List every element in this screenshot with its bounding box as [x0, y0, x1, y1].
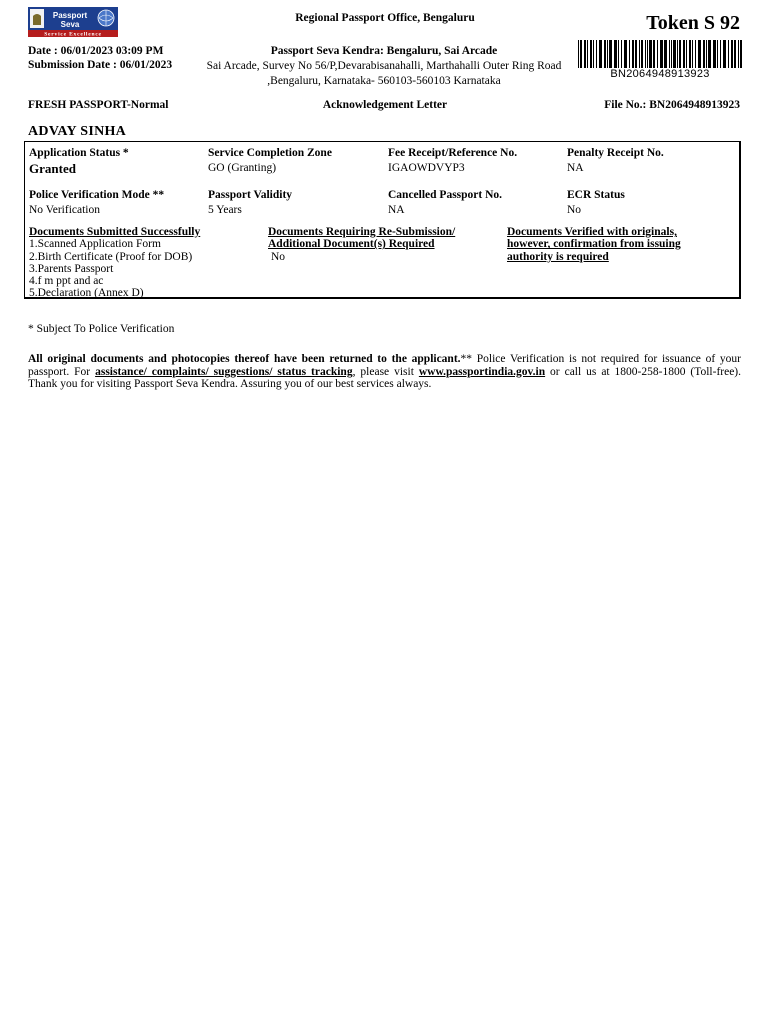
ecr-status-cell	[567, 188, 625, 218]
barcode-bar	[717, 40, 718, 68]
documents-submitted-heading: Documents Submitted Successfully	[29, 226, 201, 238]
application-status-value: Granted	[29, 161, 76, 176]
barcode-bar	[629, 40, 630, 68]
psk-block	[195, 44, 573, 89]
barcode-bar	[677, 40, 678, 68]
documents-verified	[507, 226, 681, 263]
barcode-bar	[635, 40, 637, 68]
letter-title: Acknowledgement Letter	[322, 99, 448, 111]
barcode-bar	[740, 40, 742, 68]
application-details-box	[24, 141, 741, 299]
barcode-bar	[593, 40, 594, 68]
barcode-bar	[599, 40, 602, 68]
barcode-bar	[664, 40, 667, 68]
returned-notice: All original documents and photocopies thereof have been returned to the applicant.	[28, 353, 461, 365]
barcode-bar	[734, 40, 736, 68]
applicant-name: ADVAY SINHA	[28, 124, 127, 139]
penalty-receipt-cell	[567, 146, 664, 176]
barcode-bar	[604, 40, 606, 68]
barcode-bar	[587, 40, 588, 68]
barcode-bar	[713, 40, 716, 68]
barcode-bar	[679, 40, 681, 68]
barcode-number: BN2064948913923	[610, 68, 710, 80]
information-paragraph	[28, 353, 741, 391]
barcode-bar	[698, 40, 701, 68]
application-status-label: Application Status *	[29, 147, 129, 159]
passport-seva-logo	[28, 7, 118, 37]
cancelled-passport-cell	[388, 188, 502, 218]
service-zone-label: Service Completion Zone	[208, 147, 332, 159]
para-text-1: ** Police Verification is not required for issuance of your passport. For	[28, 353, 741, 378]
passport-validity-value: 5 Years	[208, 204, 242, 216]
barcode-bar	[621, 40, 622, 68]
cancelled-passport-value: NA	[388, 204, 405, 216]
barcode-bar	[720, 40, 721, 68]
police-verification-cell	[29, 188, 164, 218]
documents-submitted-list	[29, 238, 200, 299]
ecr-status-label: ECR Status	[567, 189, 625, 201]
police-verification-label: Police Verification Mode **	[29, 189, 165, 201]
fee-receipt-value: IGAOWDVYP3	[388, 162, 465, 174]
list-item: 4.f m ppt and ac	[29, 275, 104, 288]
barcode-bar	[609, 40, 612, 68]
barcode-bar	[649, 40, 652, 68]
para-text-3: or call us at 1800-258-1800 (Toll-free). Thank you for visiting Passport Seva Kendra. Assuring you of our best services always.	[28, 365, 742, 390]
passport-validity-cell	[208, 188, 292, 218]
application-status-cell	[29, 146, 129, 176]
list-item: 3.Parents Passport	[29, 262, 114, 275]
barcode-bar	[657, 40, 658, 68]
verified-heading-1: Documents Verified with originals,	[507, 226, 677, 238]
service-zone-value: GO (Granting)	[208, 162, 277, 174]
submission-date-line: Submission Date : 06/01/2023	[28, 59, 173, 71]
barcode-bar	[584, 40, 586, 68]
list-item: 5.Declaration (Annex D)	[29, 287, 144, 300]
fee-receipt-label: Fee Receipt/Reference No.	[388, 147, 518, 159]
verified-heading-2: however, confirmation from issuing	[507, 238, 681, 251]
barcode-bar	[607, 40, 608, 68]
police-verification-note: * Subject To Police Verification	[28, 323, 175, 335]
barcode	[578, 40, 742, 68]
penalty-receipt-value: NA	[567, 162, 584, 174]
barcode-bar	[624, 40, 627, 68]
police-verification-value: No Verification	[29, 204, 101, 216]
fee-receipt-cell	[388, 146, 517, 176]
passport-validity-label: Passport Validity	[208, 189, 293, 201]
documents-resubmission	[268, 226, 455, 263]
barcode-bar	[695, 40, 696, 68]
list-item: 2.Birth Certificate (Proof for DOB)	[29, 250, 193, 263]
barcode-bar	[596, 40, 597, 68]
barcode-bar	[703, 40, 705, 68]
barcode-bar	[692, 40, 693, 68]
date-line: Date : 06/01/2023 03:09 PM	[28, 45, 164, 57]
barcode-bar	[645, 40, 646, 68]
penalty-receipt-label: Penalty Receipt No.	[567, 147, 664, 159]
barcode-bar	[647, 40, 648, 68]
barcode-bar	[731, 40, 733, 68]
barcode-bar	[590, 40, 592, 68]
regional-office-title: Regional Passport Office, Bengaluru	[295, 12, 475, 24]
list-item: 1.Scanned Application Form	[29, 238, 161, 251]
service-type: FRESH PASSPORT-Normal	[28, 99, 169, 111]
service-zone-cell	[208, 146, 332, 176]
barcode-bar	[618, 40, 619, 68]
dates-block	[28, 44, 172, 72]
verified-heading-3: authority is required	[507, 250, 609, 263]
logo-tagline: Service Excellence	[44, 31, 102, 37]
barcode-bar	[669, 40, 670, 68]
barcode-bar	[708, 40, 711, 68]
psk-address: Sai Arcade, Survey No 56/P,Devarabisanahalli, Marthahalli Outer Ring Road ,Bengaluru, Karnataka- 560103-560103 Karnataka	[206, 60, 562, 87]
resubmission-value: No	[271, 250, 286, 263]
assistance-link[interactable]: assistance/ complaints/ suggestions/ status tracking	[95, 365, 353, 378]
barcode-bar	[689, 40, 691, 68]
logo-line1: Passport	[52, 11, 88, 20]
barcode-bar	[738, 40, 739, 68]
barcode-bar	[578, 40, 579, 68]
resubmission-heading-1: Documents Requiring Re-Submission/	[268, 226, 456, 238]
barcode-bar	[632, 40, 634, 68]
barcode-bar	[639, 40, 640, 68]
resubmission-heading-2: Additional Document(s) Required	[268, 238, 435, 251]
psk-title: Passport Seva Kendra: Bengaluru, Sai Arcade	[270, 45, 498, 57]
barcode-bar	[641, 40, 643, 68]
barcode-bar	[671, 40, 672, 68]
file-number: File No.: BN2064948913923	[604, 99, 740, 111]
barcode-bar	[653, 40, 655, 68]
token-number: Token S 92	[646, 12, 740, 34]
logo-line2: Seva	[60, 20, 80, 29]
barcode-bar	[706, 40, 707, 68]
barcode-bar	[683, 40, 685, 68]
barcode-bar	[673, 40, 676, 68]
passportindia-link[interactable]: www.passportindia.gov.in	[418, 365, 546, 378]
barcode-bar	[686, 40, 687, 68]
barcode-bar	[723, 40, 726, 68]
documents-submitted	[29, 226, 200, 300]
ecr-status-value: No	[567, 204, 582, 216]
barcode-bar	[660, 40, 663, 68]
barcode-bar	[728, 40, 729, 68]
barcode-bar	[580, 40, 582, 68]
cancelled-passport-label: Cancelled Passport No.	[388, 189, 503, 201]
barcode-bar	[614, 40, 617, 68]
para-text-2: , please visit	[352, 365, 419, 378]
